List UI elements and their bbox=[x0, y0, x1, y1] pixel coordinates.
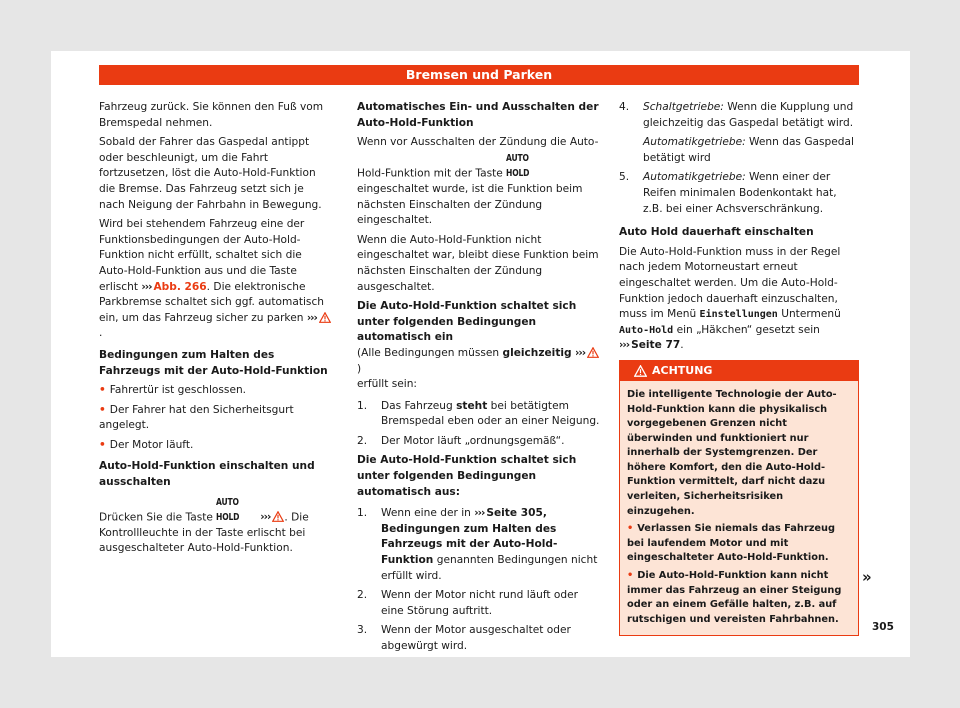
text: Der Motor läuft „ordnungsgemäß“. bbox=[381, 434, 565, 447]
warning-box bbox=[619, 360, 859, 637]
text: . bbox=[680, 339, 684, 352]
list-item bbox=[357, 434, 603, 450]
text: Wenn eine der in bbox=[381, 507, 471, 520]
text: eingeschaltet wurde, ist die Funktion beim nächsten Einschalten der Zündung eingeschaltet. bbox=[357, 182, 583, 227]
paragraph bbox=[357, 299, 603, 393]
menu-name: Einstellungen bbox=[699, 309, 778, 321]
list-number: 4. bbox=[619, 101, 630, 113]
section-heading: Die Auto-Hold-Funktion schaltet sich unter folgenden Bedingungen automatisch aus: bbox=[357, 454, 577, 498]
reference-arrow: ››› bbox=[574, 346, 586, 359]
list-item bbox=[357, 506, 603, 584]
list-number: 3. bbox=[357, 624, 368, 637]
warning-bullet: • Die Auto-Hold-Funktion kann nicht immer das Fahrzeug an einer Steigung oder an einem Gefälle halten, z.B. auf rutschigen und vereisten Fahrbahnen. bbox=[627, 569, 850, 627]
section-heading: Auto Hold dauerhaft einschalten bbox=[619, 226, 814, 239]
list-number: 5. bbox=[619, 171, 630, 184]
label: Schaltgetriebe: bbox=[643, 101, 724, 113]
text: ) bbox=[357, 362, 362, 375]
text: ein „Häkchen“ gesetzt sein bbox=[676, 323, 820, 336]
list-item: • Der Motor läuft. bbox=[99, 438, 331, 454]
text: (Alle Bedingungen müssen bbox=[357, 346, 500, 359]
warning-triangle-icon bbox=[634, 365, 647, 377]
section-heading: Auto-Hold-Funktion einschalten und ausschalten bbox=[99, 460, 315, 489]
warning-bullet: • Verlassen Sie niemals das Fahrzeug bei laufendem Motor und mit eingeschalteter Auto-Hold-Funktion. bbox=[627, 522, 850, 566]
reference-arrow: ››› bbox=[260, 511, 271, 524]
column-1 bbox=[99, 100, 331, 561]
text: . bbox=[99, 327, 103, 340]
list-number: 1. bbox=[357, 507, 368, 520]
section-heading: Die Auto-Hold-Funktion schaltet sich unter folgenden Bedingungen automatisch ein bbox=[357, 300, 577, 344]
warning-triangle-icon[interactable] bbox=[319, 312, 331, 323]
submenu-name: Auto-Hold bbox=[619, 324, 674, 336]
warning-header bbox=[620, 361, 858, 381]
text: Untermenü bbox=[781, 308, 841, 321]
text: Wenn einer der Reifen minimalen Bodenkontakt hat, z.B. bei einer Achsverschränkung. bbox=[643, 171, 837, 215]
paragraph bbox=[357, 135, 603, 229]
emphasis: gleichzeitig bbox=[502, 346, 572, 359]
section-heading: Automatisches Ein- und Ausschalten der Auto-Hold-Funktion bbox=[357, 101, 599, 129]
list-item bbox=[357, 588, 603, 619]
text: Wenn der Motor nicht rund läuft oder eine Störung auftritt. bbox=[381, 589, 578, 617]
list-item bbox=[619, 100, 859, 166]
list-item: • Der Fahrer hat den Sicherheitsgurt angelegt. bbox=[99, 403, 331, 434]
page-reference-link[interactable]: Seite 305, Bedingungen zum Halten des Fahrzeugs mit der Auto-Hold-Funktion bbox=[381, 507, 558, 567]
reference-arrow: ››› bbox=[474, 507, 485, 520]
list-item bbox=[357, 623, 603, 654]
warning-title: ACHTUNG bbox=[652, 363, 713, 377]
warning-text: Die intelligente Technologie der Auto-Hold-Funktion kann die physikalisch vorgegebenen Grenzen nicht überwinden und funktioniert nur innerhalb der Systemgrenzen. Der höhere Komfort, den die Auto-Hold-Funktion vermittelt, darf nicht dazu verleiten, Sicherheitsrisiken einzugehen. bbox=[627, 388, 837, 517]
paragraph bbox=[619, 245, 859, 354]
list-item bbox=[357, 399, 603, 430]
continued-marker: » bbox=[862, 568, 872, 586]
text: Die Auto-Hold-Funktion muss in der Regel nach jedem Motorneustart erneut eingeschaltet werden. Um die Auto-Hold-Funktion jedoch dauerhaft einzuschalten, muss im Menü bbox=[619, 245, 841, 321]
auto-hold-button-label: AUTO HOLD bbox=[506, 152, 530, 180]
text: genannten Bedingungen nicht erfüllt wird. bbox=[381, 554, 598, 582]
reference-arrow: ››› bbox=[619, 339, 630, 352]
text: Wenn der Motor ausgeschaltet oder abgewürgt wird. bbox=[381, 624, 571, 652]
column-3 bbox=[619, 100, 859, 636]
page-reference-link[interactable]: Seite 77 bbox=[631, 339, 681, 352]
paragraph: Fahrzeug zurück. Sie können den Fuß vom Bremspedal nehmen. bbox=[99, 101, 324, 129]
page-number: 305 bbox=[872, 621, 894, 633]
page-header: Bremsen und Parken bbox=[99, 65, 859, 85]
emphasis: steht bbox=[456, 399, 488, 412]
list-item: • Fahrertür ist geschlossen. bbox=[99, 383, 331, 399]
warning-triangle-icon[interactable] bbox=[272, 511, 284, 522]
text: Wenn die Kupplung und gleichzeitig das Gaspedal betätigt wird. bbox=[643, 101, 854, 129]
text: Das Fahrzeug bbox=[381, 399, 453, 412]
label: Automatikgetriebe: bbox=[643, 171, 746, 184]
list-item bbox=[619, 170, 859, 217]
list-number: 1. bbox=[357, 399, 368, 412]
text: . Die elektronische Parkbremse schaltet sich ggf. automatisch ein, um das Fahrzeug sicher zu parken bbox=[99, 280, 324, 324]
reference-arrow: ››› bbox=[306, 311, 317, 324]
list-number: 2. bbox=[357, 589, 368, 602]
figure-reference-link[interactable]: Abb. 266 bbox=[153, 280, 207, 293]
warning-body bbox=[620, 381, 858, 636]
text: Wenn das Gaspedal betätigt wird bbox=[643, 136, 854, 164]
paragraph: Sobald der Fahrer das Gaspedal antippt oder beschleunigt, um die Fahrt fortzusetzen, löst die Auto-Hold-Funktion die Bremse. Das Fahrzeug setzt sich je nach Neigung der Fahrbahn in Bewegung. bbox=[99, 136, 322, 211]
text: Drücken Sie die Taste bbox=[99, 511, 213, 524]
list-number: 2. bbox=[357, 434, 368, 447]
label: Automatikgetriebe: bbox=[643, 136, 746, 149]
text: erfüllt sein: bbox=[357, 378, 417, 391]
text: Wird bei stehendem Fahrzeug eine der Funktionsbedingungen der Auto-Hold-Funktion nicht erfüllt, schaltet sich die Auto-Hold-Funktion aus und die Taste erlischt bbox=[99, 218, 305, 293]
column-2 bbox=[357, 100, 603, 659]
text: . Die Kontrollleuchte in der Taste erlischt bei ausgeschalteter Auto-Hold-Funktion. bbox=[99, 511, 309, 555]
paragraph: Wenn die Auto-Hold-Funktion nicht eingeschaltet war, bleibt diese Funktion beim nächsten Einschalten der Zündung ausgeschaltet. bbox=[357, 233, 599, 293]
reference-arrow: ››› bbox=[141, 280, 152, 293]
section-heading: Bedingungen zum Halten des Fahrzeugs mit der Auto-Hold-Funktion bbox=[99, 348, 328, 377]
auto-hold-button-label: AUTO HOLD bbox=[216, 496, 240, 524]
text: bei betätigtem Bremspedal eben oder an einer Neigung. bbox=[381, 399, 600, 428]
paragraph bbox=[99, 495, 331, 557]
text: Wenn vor Ausschalten der Zündung die Auto-Hold-Funktion mit der Taste bbox=[357, 136, 599, 180]
warning-triangle-icon[interactable] bbox=[587, 347, 599, 358]
paragraph bbox=[99, 217, 331, 342]
